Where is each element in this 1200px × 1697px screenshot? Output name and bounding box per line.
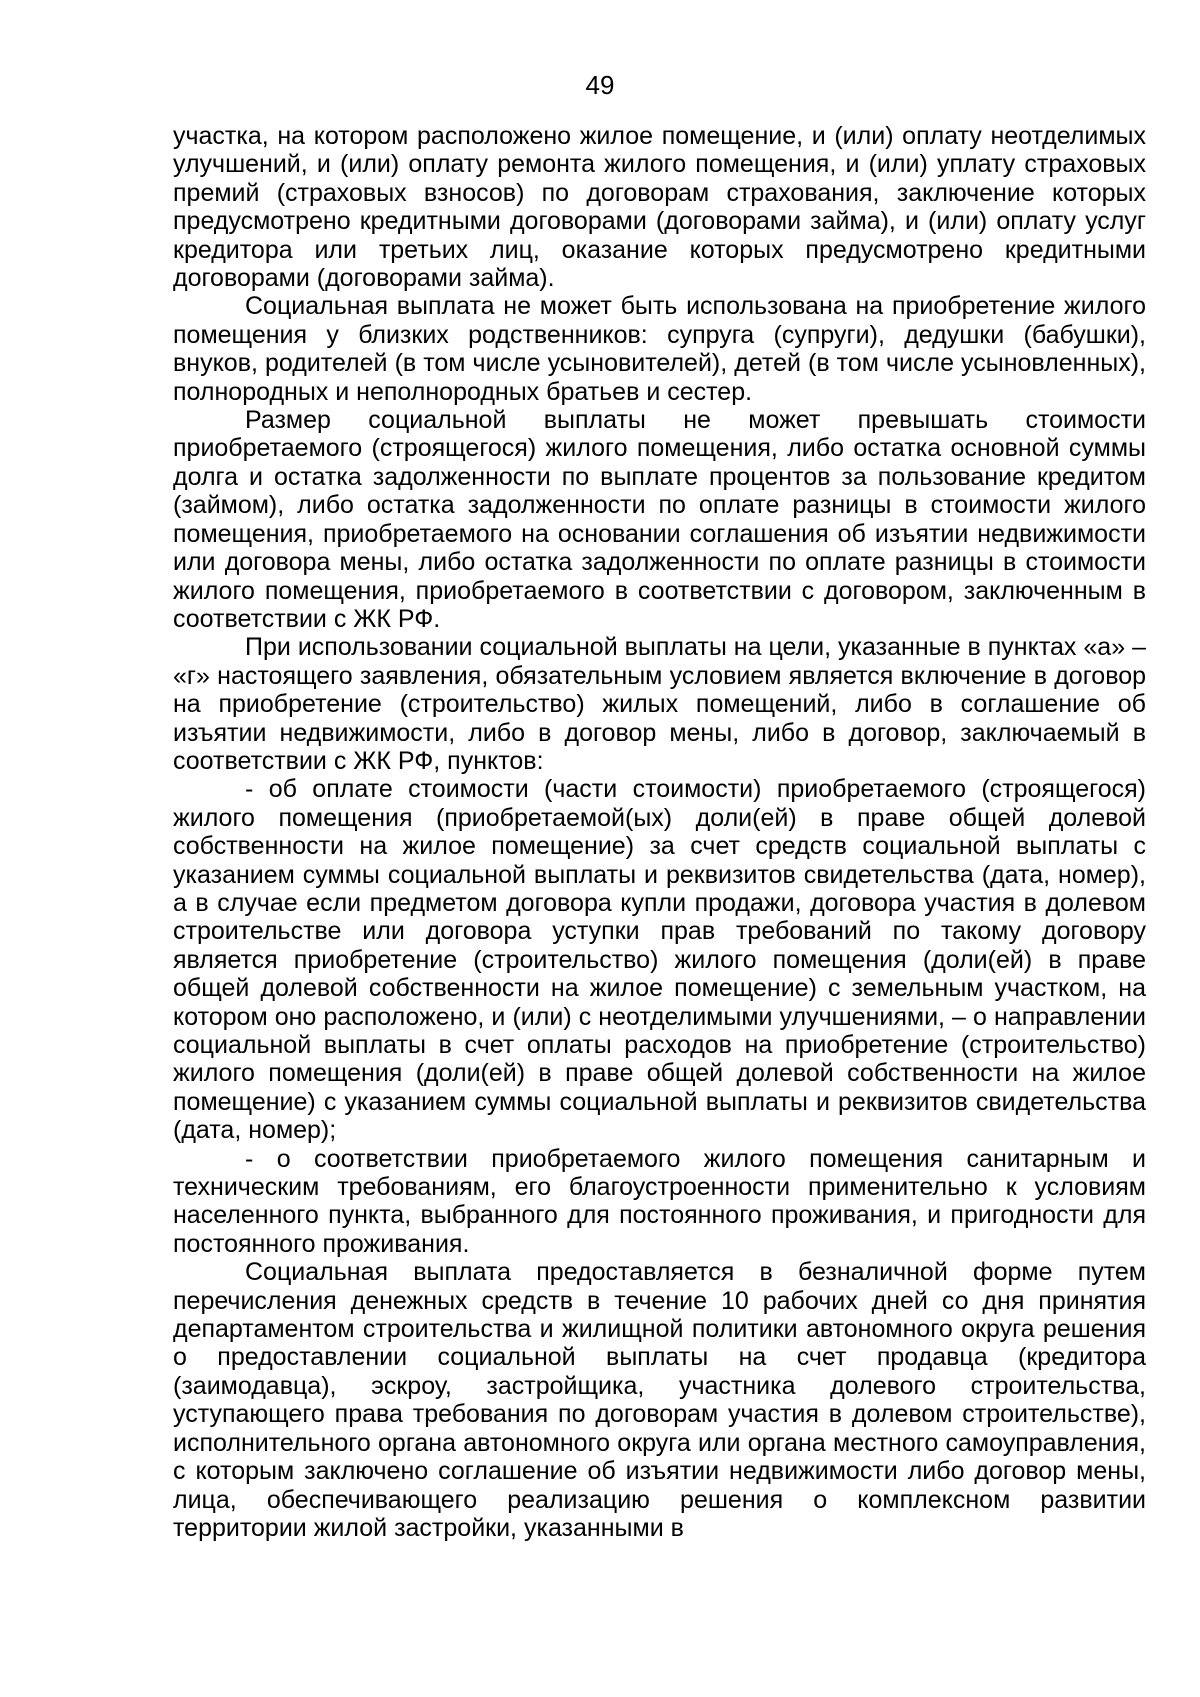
paragraph-contract-conditions: При использовании социальной выплаты на цели, указанные в пунктах «а» – «г» настоящего заявления, обязательным условием является включение в договор на приобретение (строительство) жилых помещений, либо в соглашение об изъятии недвижимости, либо в договор мены, либо в договор, заключаемый в соответствии с ЖК РФ, пунктов: [173, 633, 1146, 775]
paragraph-payment-method: Социальная выплата предоставляется в безналичной форме путем перечисления денежных средств в течение 10 рабочих дней со дня принятия департаментом строительства и жилищной политики автономного округа решения о предоставлении социальной выплаты на счет продавца (кредитора (заимодавца), эскроу, застройщика, участника долевого строительства, уступающего права требования по договорам участия в долевом строительстве), исполнительного органа автономного округа или органа местного самоуправления, с которым заключено соглашение об изъятии недвижимости либо договор мены, лица, обеспечивающего реализацию решения о комплексном развитии территории жилой застройки, указанными в [173, 1258, 1146, 1542]
paragraph-continuation: участка, на котором расположено жилое помещение, и (или) оплату неотделимых улучшений, и (или) оплату ремонта жилого помещения, и (или) уплату страховых премий (страховых взносов) по договорам страхования, заключение которых предусмотрено кредитными договорами (договорами займа), и (или) оплату услуг кредитора или третьих лиц, оказание которых предусмотрено кредитными договорами (договорами займа). [173, 122, 1146, 293]
list-item-requirements-clause: - о соответствии приобретаемого жилого помещения санитарным и техническим требованиям, его благоустроенности применительно к условиям населенного пункта, выбранного для постоянного проживания, и пригодности для постоянного проживания. [173, 1144, 1146, 1258]
paragraph-restriction-relatives: Социальная выплата не может быть использована на приобретение жилого помещения у близких родственников: супруга (супруги), дедушки (бабушки), внуков, родителей (в том числе усыновителей), детей (в том числе усыновленных), полнородных и неполнородных братьев и сестер. [173, 292, 1146, 406]
list-item-payment-clause: - об оплате стоимости (части стоимости) приобретаемого (строящегося) жилого помещения (приобретаемой(ых) доли(ей) в праве общей долевой собственности на жилое помещение) за счет средств социальной выплаты с указанием суммы социальной выплаты и реквизитов свидетельства (дата, номер), а в случае если предметом договора купли продажи, договора участия в долевом строительстве или договора уступки прав требований по такому договору является приобретение (строительство) жилого помещения (доли(ей) в праве общей долевой собственности на жилое помещение) с земельным участком, на котором оно расположено, и (или) с неотделимыми улучшениями, – о направлении социальной выплаты в счет оплаты расходов на приобретение (строительство) жилого помещения (доли(ей) в праве общей долевой собственности на жилое помещение) с указанием суммы социальной выплаты и реквизитов свидетельства (дата, номер); [173, 775, 1146, 1145]
paragraph-payment-limit: Размер социальной выплаты не может превышать стоимости приобретаемого (строящегося) жилого помещения, либо остатка основной суммы долга и остатка задолженности по выплате процентов за пользование кредитом (займом), либо остатка задолженности по оплате разницы в стоимости жилого помещения, приобретаемого на основании соглашения об изъятии недвижимости или договора мены, либо остатка задолженности по оплате разницы в стоимости жилого помещения, приобретаемого в соответствии с договором, заключенным в соответствии с ЖК РФ. [173, 406, 1146, 633]
body-text [173, 122, 1146, 1542]
page-number: 49 [585, 70, 615, 100]
